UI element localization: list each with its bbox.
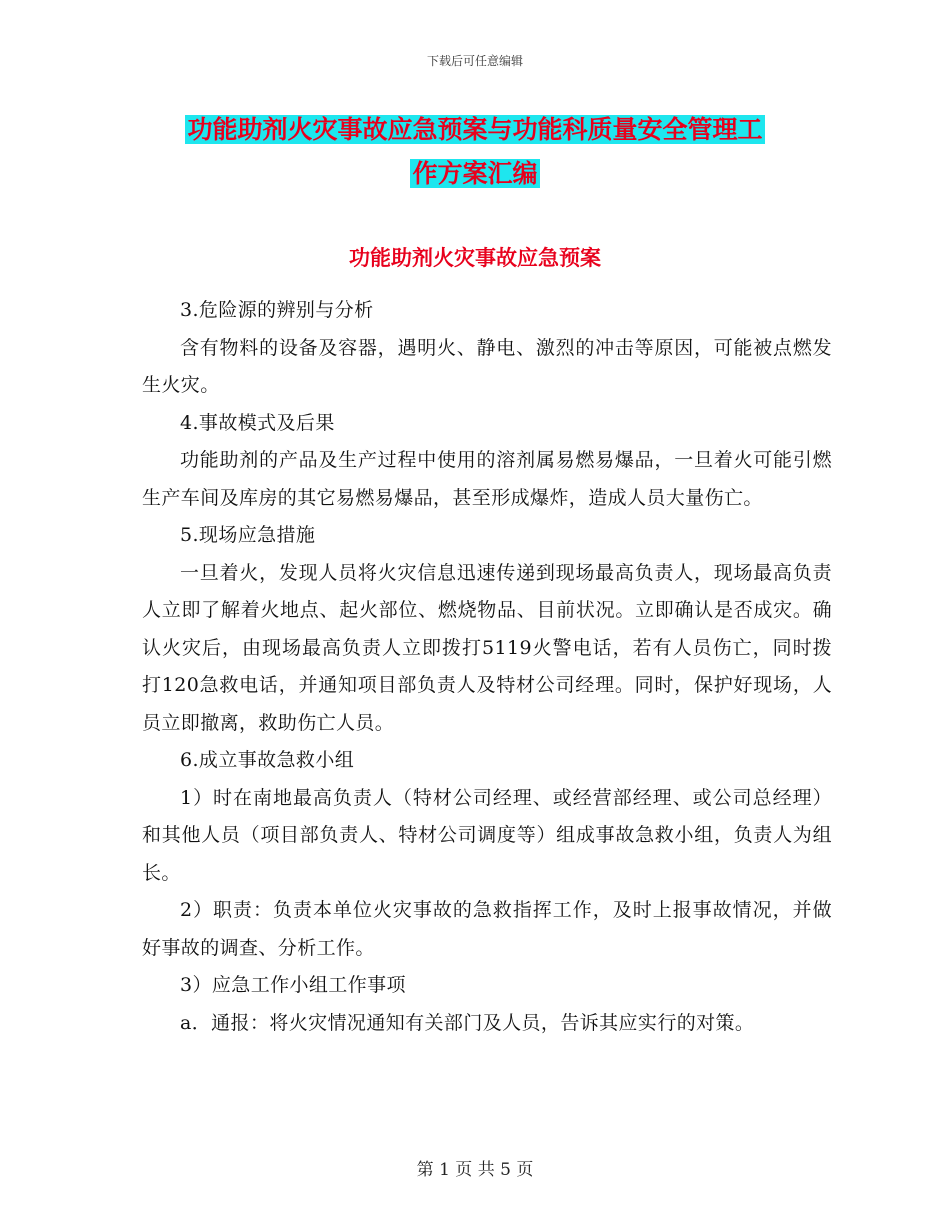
paragraph: 2）职责：负责本单位火灾事故的急救指挥工作，及时上报事故情况，并做好事故的调查、分析工作。 [142,899,832,959]
paragraph: 5.现场应急措施 [180,524,316,546]
paragraph: 一旦着火，发现人员将火灾信息迅速传递到现场最高负责人，现场最高负责人立即了解着火地点、起火部位、燃烧物品、目前状况。立即确认是否成灾。确认火灾后，由现场最高负责人立即拨打5119火警电话，若有人员伤亡，同时拨打120急救电话，并通知项目部负责人及特材公司经理。同时，保护好现场，人员立即撤离，救助伤亡人员。 [142,561,832,734]
paragraph: 6.成立事故急救小组 [180,749,355,771]
section-title: 功能助剂火灾事故应急预案 [349,245,601,270]
paragraph: 功能助剂的产品及生产过程中使用的溶剂属易燃易爆品，一旦着火可能引燃生产车间及库房的其它易燃易爆品，甚至形成爆炸，造成人员大量伤亡。 [142,449,832,509]
paragraph: a．通报：将火灾情况通知有关部门及人员，告诉其应实行的对策。 [180,1011,755,1034]
document-title-line-1: 功能助剂火灾事故应急预案与功能科质量安全管理工 [187,115,763,144]
page-footer: 第 1 页 共 5 页 [416,1160,534,1180]
header-note: 下载后可任意编辑 [426,54,523,68]
paragraph: 3.危险源的辨别与分析 [180,299,374,321]
document-title-line-2: 作方案汇编 [412,159,538,188]
paragraph: 3）应急工作小组工作事项 [180,974,406,996]
body-text [142,292,832,1042]
paragraph: 含有物料的设备及容器，遇明火、静电、激烈的冲击等原因，可能被点燃发生火灾。 [142,336,832,396]
paragraph: 4.事故模式及后果 [180,411,335,434]
paragraph: 1）时在南地最高负责人（特材公司经理、或经营部经理、或公司总经理）和其他人员（项目部负责人、特材公司调度等）组成事故急救小组，负责人为组长。 [142,786,832,884]
